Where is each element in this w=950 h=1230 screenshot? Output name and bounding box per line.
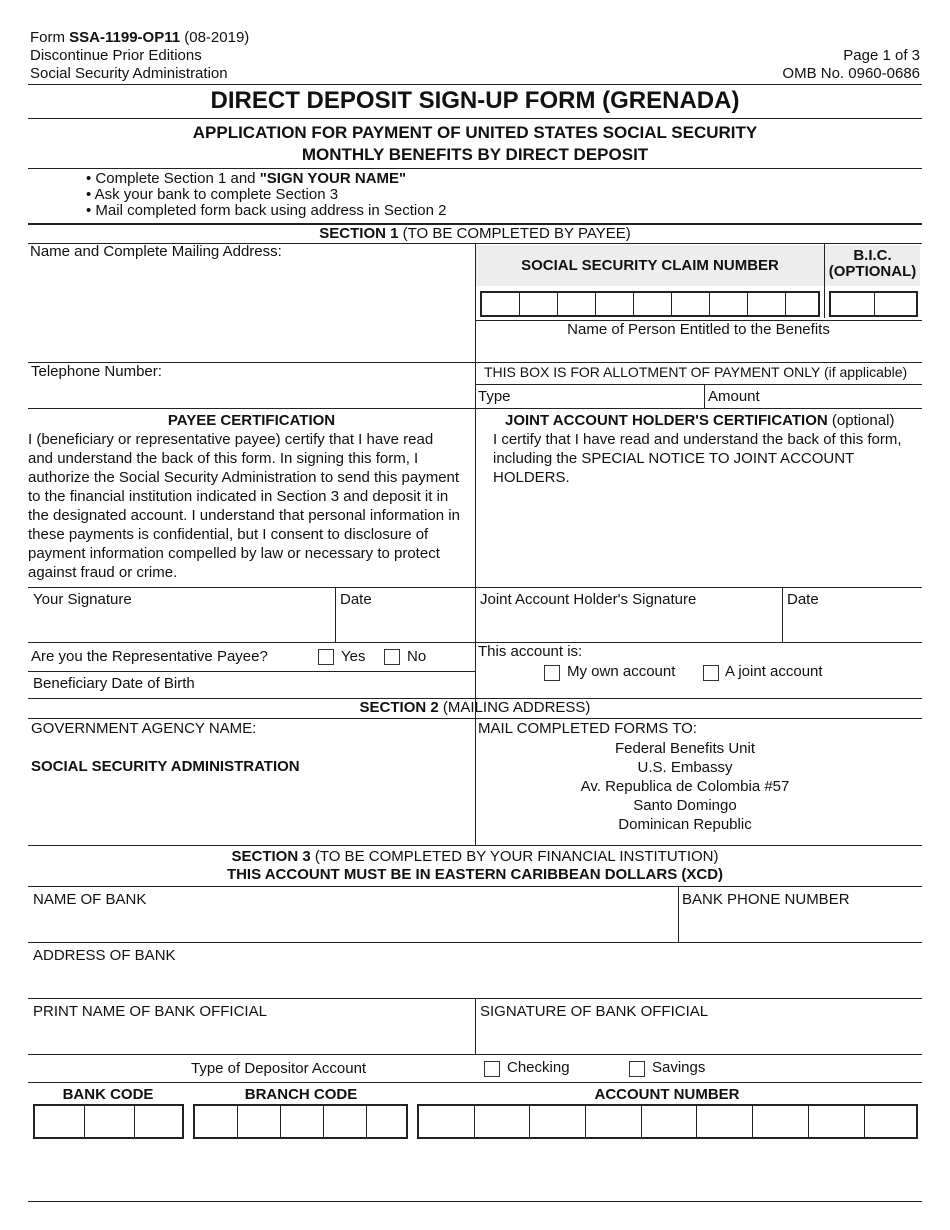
section1-heading: SECTION 1 (TO BE COMPLETED BY PAYEE) <box>319 225 631 242</box>
official-signature-label: SIGNATURE OF BANK OFFICIAL <box>480 1003 709 1020</box>
account-number-box[interactable] <box>753 1106 809 1137</box>
account-number-box[interactable] <box>419 1106 475 1137</box>
joint-account-checkbox[interactable] <box>703 665 719 681</box>
account-number-input[interactable] <box>417 1104 918 1139</box>
agency-label: GOVERNMENT AGENCY NAME: <box>31 720 257 737</box>
own-account-checkbox[interactable] <box>544 665 560 681</box>
date-field[interactable] <box>338 610 472 640</box>
section3-heading: SECTION 3 (TO BE COMPLETED BY YOUR FINANCIAL INSTITUTION) <box>231 848 719 865</box>
form-number-line <box>30 29 249 47</box>
agency-name: SOCIAL SECURITY ADMINISTRATION <box>31 758 300 775</box>
divider <box>28 642 922 643</box>
ssn-digit-box[interactable] <box>634 293 672 315</box>
page-number: Page 1 of 3 <box>843 47 920 64</box>
bank-code-input[interactable] <box>33 1104 184 1139</box>
account-number-box[interactable] <box>586 1106 642 1137</box>
no-label: No <box>407 648 427 665</box>
branch-code-box[interactable] <box>195 1106 238 1137</box>
ssn-digit-box[interactable] <box>558 293 596 315</box>
type-label: Type <box>478 388 511 405</box>
payee-cert-text: I (beneficiary or representative payee) certify that I have read and understand the back of this form. In signing this form, I authorize the Social Security Administration to send this payment to the financial institution indicated in Section 3 and deposit it in the designated account. I understand that personal information in these payments is confidential, but I consent to disclosure of payment information compelled by law or necessary to protect against fraud or crime. <box>28 431 460 581</box>
branch-code-box[interactable] <box>324 1106 367 1137</box>
official-name-label: PRINT NAME OF BANK OFFICIAL <box>33 1003 267 1020</box>
divider <box>678 886 679 942</box>
section2-heading: SECTION 2 (MAILING ADDRESS) <box>359 699 591 716</box>
yes-label: Yes <box>341 648 366 665</box>
discontinue-text: Discontinue Prior Editions <box>30 47 202 64</box>
bank-address-field[interactable] <box>30 966 918 996</box>
account-number-label: ACCOUNT NUMBER <box>594 1086 740 1103</box>
divider <box>782 587 783 642</box>
ssn-digit-box[interactable] <box>672 293 710 315</box>
instruction-3: • Mail completed form back using address in Section 2 <box>86 202 447 219</box>
checking-checkbox[interactable] <box>484 1061 500 1077</box>
bank-code-label: BANK CODE <box>62 1086 154 1103</box>
joint-date-field[interactable] <box>785 610 919 640</box>
joint-cert-title: JOINT ACCOUNT HOLDER'S CERTIFICATION (optional) <box>505 412 895 429</box>
account-number-box[interactable] <box>809 1106 865 1137</box>
bank-code-box[interactable] <box>135 1106 182 1137</box>
branch-code-box[interactable] <box>367 1106 406 1137</box>
divider <box>28 587 922 588</box>
mailing-address: Federal Benefits Unit U.S. Embassy Av. Republica de Colombia #57 Santo Domingo Dominican Republic <box>580 740 790 833</box>
instruction-1: • Complete Section 1 and "SIGN YOUR NAME" <box>86 170 407 187</box>
savings-checkbox[interactable] <box>629 1061 645 1077</box>
ssn-input[interactable] <box>480 291 820 317</box>
bank-name-label: NAME OF BANK <box>33 891 147 908</box>
ssn-digit-box[interactable] <box>710 293 748 315</box>
footer-divider <box>28 1201 922 1202</box>
subtitle-line-2: MONTHLY BENEFITS BY DIRECT DEPOSIT <box>301 145 649 164</box>
divider <box>28 168 922 169</box>
divider <box>28 845 922 846</box>
form-date: (08-2019) <box>180 29 250 46</box>
branch-code-label: BRANCH CODE <box>244 1086 358 1103</box>
depositor-type-label: Type of Depositor Account <box>191 1060 367 1077</box>
divider <box>28 718 922 719</box>
payee-cert-title: PAYEE CERTIFICATION <box>167 412 336 429</box>
ssn-digit-box[interactable] <box>596 293 634 315</box>
ssn-header: SOCIAL SECURITY CLAIM NUMBER <box>476 245 824 286</box>
ssn-digit-box[interactable] <box>520 293 558 315</box>
account-is-label: This account is: <box>478 643 583 660</box>
your-signature-label: Your Signature <box>33 591 132 608</box>
divider <box>28 1082 922 1083</box>
divider <box>335 587 336 642</box>
ssn-digit-box[interactable] <box>786 293 818 315</box>
subtitle-line-1: APPLICATION FOR PAYMENT OF UNITED STATES SOCIAL SECURITY <box>192 123 758 142</box>
divider <box>28 942 922 943</box>
date-label: Date <box>340 591 372 608</box>
bank-address-label: ADDRESS OF BANK <box>33 947 176 964</box>
branch-code-input[interactable] <box>193 1104 408 1139</box>
divider <box>475 998 476 1054</box>
bic-box[interactable] <box>831 293 875 315</box>
name-address-label: Name and Complete Mailing Address: <box>30 243 282 260</box>
official-signature-field[interactable] <box>478 1022 918 1052</box>
branch-code-box[interactable] <box>238 1106 281 1137</box>
account-number-box[interactable] <box>642 1106 697 1137</box>
allotment-label: THIS BOX IS FOR ALLOTMENT OF PAYMENT ONLY (if applicable) <box>484 364 908 380</box>
divider <box>704 384 705 408</box>
yes-checkbox[interactable] <box>318 649 334 665</box>
your-signature-field[interactable] <box>30 610 332 640</box>
ssn-digit-box[interactable] <box>748 293 786 315</box>
bic-box[interactable] <box>875 293 916 315</box>
form-number: SSA-1199-OP11 <box>69 29 181 46</box>
account-number-box[interactable] <box>530 1106 586 1137</box>
bank-name-field[interactable] <box>30 910 674 940</box>
entitled-label: Name of Person Entitled to the Benefits <box>567 321 830 338</box>
bank-phone-label: BANK PHONE NUMBER <box>682 891 850 908</box>
page-title: DIRECT DEPOSIT SIGN-UP FORM (GRENADA) <box>210 87 740 114</box>
amount-label: Amount <box>708 388 760 405</box>
account-number-box[interactable] <box>475 1106 530 1137</box>
divider <box>475 384 922 385</box>
branch-code-box[interactable] <box>281 1106 324 1137</box>
bank-code-box[interactable] <box>35 1106 85 1137</box>
telephone-label: Telephone Number: <box>31 363 162 380</box>
beneficiary-dob-label: Beneficiary Date of Birth <box>33 675 195 692</box>
instruction-2: • Ask your bank to complete Section 3 <box>86 186 339 203</box>
currency-note: THIS ACCOUNT MUST BE IN EASTERN CARIBBEAN DOLLARS (XCD) <box>226 866 724 883</box>
telephone-field[interactable] <box>30 382 470 408</box>
divider <box>28 1054 922 1055</box>
joint-signature-label: Joint Account Holder's Signature <box>480 591 697 608</box>
bank-phone-field[interactable] <box>680 910 920 940</box>
omb-number: OMB No. 0960-0686 <box>782 65 920 82</box>
divider <box>28 886 922 887</box>
joint-date-label: Date <box>787 591 819 608</box>
divider <box>28 118 922 119</box>
account-number-box[interactable] <box>697 1106 753 1137</box>
divider <box>28 671 475 672</box>
own-account-label: My own account <box>567 663 676 680</box>
form-prefix: Form <box>30 29 70 46</box>
joint-cert-text: I certify that I have read and understand the back of this form, including the SPECIAL NOTICE TO JOINT ACCOUNT HOLDERS. <box>493 431 902 486</box>
no-checkbox[interactable] <box>384 649 400 665</box>
agency-text: Social Security Administration <box>30 65 228 82</box>
divider <box>28 84 922 85</box>
name-address-field[interactable] <box>30 262 470 360</box>
mail-to-label: MAIL COMPLETED FORMS TO: <box>478 720 697 737</box>
checking-label: Checking <box>507 1059 570 1076</box>
joint-signature-field[interactable] <box>478 610 778 640</box>
account-number-box[interactable] <box>865 1106 916 1137</box>
ssn-digit-box[interactable] <box>482 293 520 315</box>
bic-input[interactable] <box>829 291 918 317</box>
joint-account-label: A joint account <box>725 663 823 680</box>
divider <box>28 362 922 363</box>
bank-code-box[interactable] <box>85 1106 135 1137</box>
savings-label: Savings <box>652 1059 706 1076</box>
official-name-field[interactable] <box>30 1022 472 1052</box>
divider <box>28 408 922 409</box>
bic-header: B.I.C. (OPTIONAL) <box>825 245 920 286</box>
rep-payee-question: Are you the Representative Payee? <box>31 648 268 665</box>
